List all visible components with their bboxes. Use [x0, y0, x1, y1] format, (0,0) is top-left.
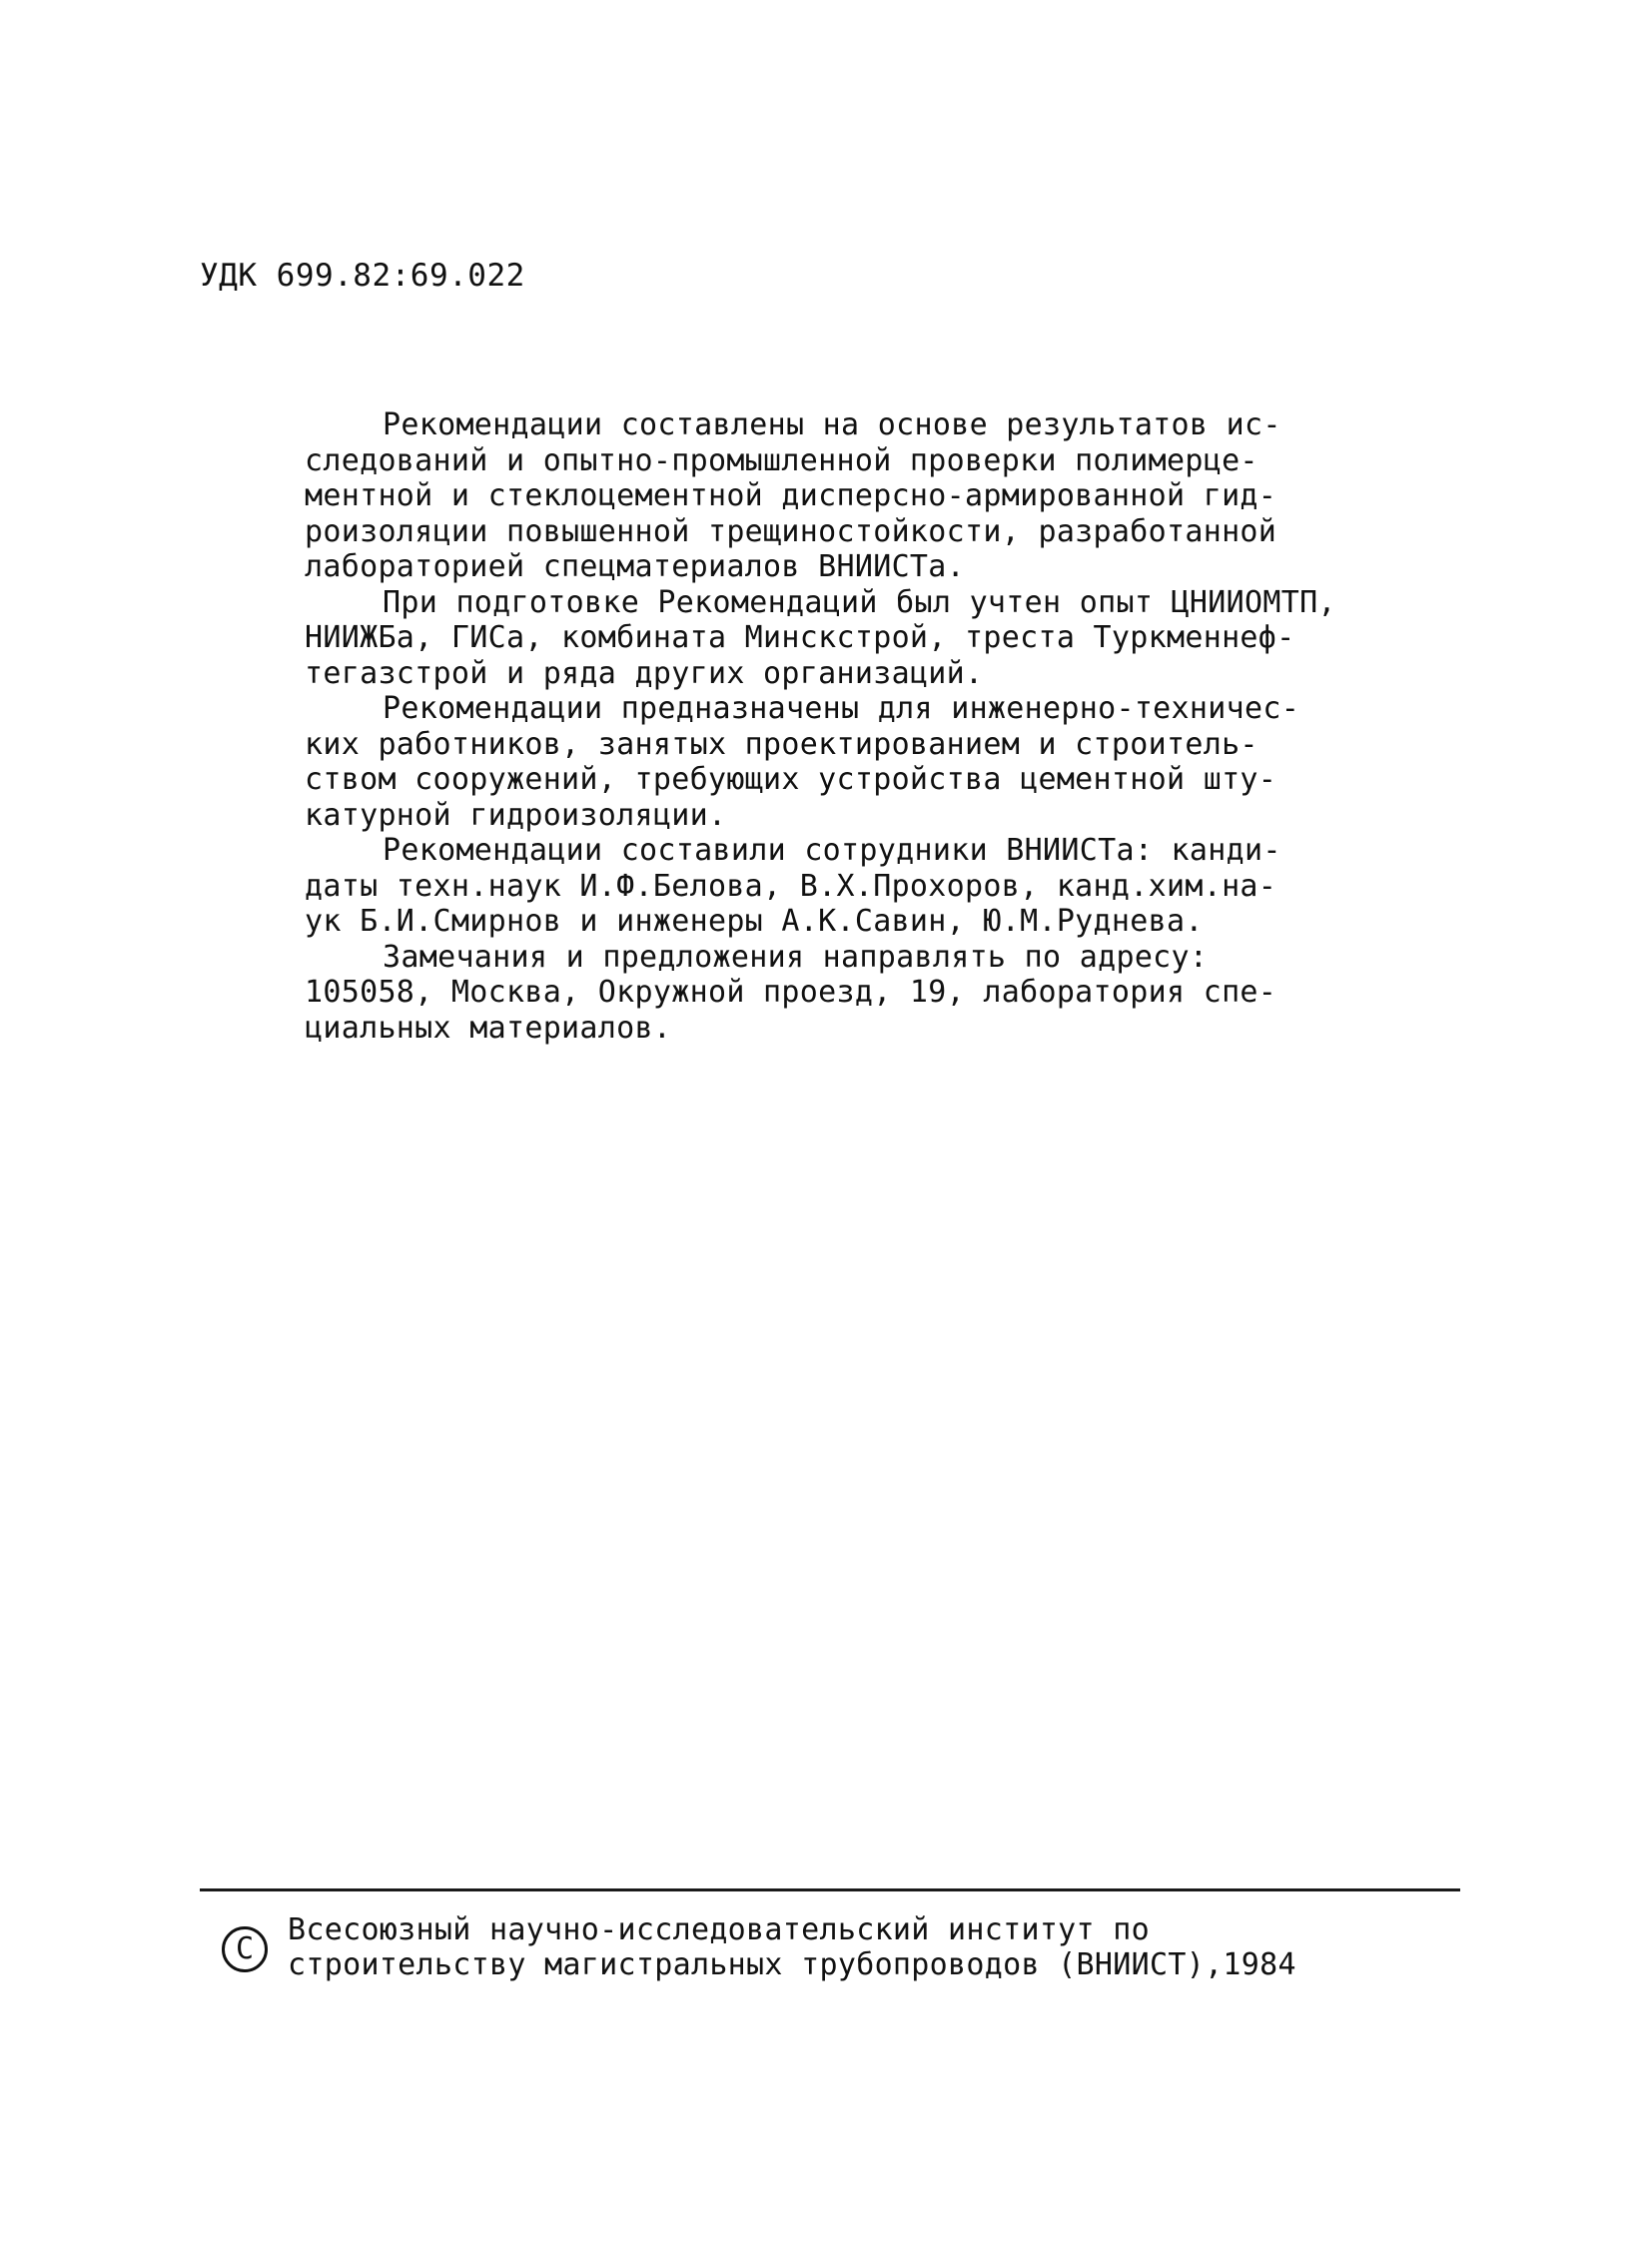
text-line: роизоляции повышенной трещиностойкости, разработанной [305, 513, 1277, 549]
text-line: катурной гидроизоляции. [305, 797, 727, 833]
text-line: При подготовке Рекомендаций был учтен опыт ЦНИИОМТП, [383, 584, 1336, 620]
text-line: ук Б.И.Смирнов и инженеры А.К.Савин, Ю.М.Руднева. [305, 904, 1204, 939]
udc-code: УДК 699.82:69.022 [200, 258, 525, 294]
text-line: следований и опытно-промышленной проверки полимерце- [305, 442, 1258, 478]
paragraph-experience [305, 585, 1433, 692]
preface-text [305, 407, 1433, 1046]
copyright-line: Всесоюзный научно-исследовательский институт по [288, 1912, 1150, 1947]
text-line: даты техн.наук И.Ф.Белова, В.Х.Прохоров, канд.хим.на- [305, 868, 1277, 904]
text-line: Рекомендации составлены на основе результатов ис- [383, 407, 1281, 442]
copyright-line: строительству магистральных трубопроводов (ВНИИСТ),1984 [288, 1947, 1296, 1982]
text-line: ментной и стеклоцементной дисперсно-армированной гид- [305, 478, 1277, 513]
text-line: Рекомендации предназначены для инженерно-техничес- [383, 691, 1300, 726]
paragraph-basis [305, 407, 1433, 585]
copyright-icon: C [222, 1926, 268, 1972]
paragraph-address [305, 940, 1433, 1047]
paragraph-audience [305, 691, 1433, 833]
text-line: тегазстрой и ряда других организаций. [305, 655, 984, 691]
text-line: ких работников, занятых проектированием и строитель- [305, 726, 1258, 762]
text-line: ством сооружений, требующих устройства цементной шту- [305, 762, 1277, 797]
footer-divider [200, 1888, 1460, 1891]
text-line: Замечания и предложения направлять по адресу: [383, 939, 1209, 975]
text-line: Рекомендации составили сотрудники ВНИИСТа: канди- [383, 833, 1281, 868]
copyright-text [288, 1912, 1296, 1982]
paragraph-authors [305, 833, 1433, 940]
text-line: лабораторией спецматериалов ВНИИСТа. [305, 549, 966, 584]
copyright-notice [222, 1912, 1296, 1982]
text-line: 105058, Москва, Окружной проезд, 19, лаборатория спе- [305, 975, 1277, 1010]
text-line: НИИЖБа, ГИСа, комбината Минскстрой, треста Туркменнеф- [305, 620, 1295, 655]
text-line: циальных материалов. [305, 1010, 672, 1046]
